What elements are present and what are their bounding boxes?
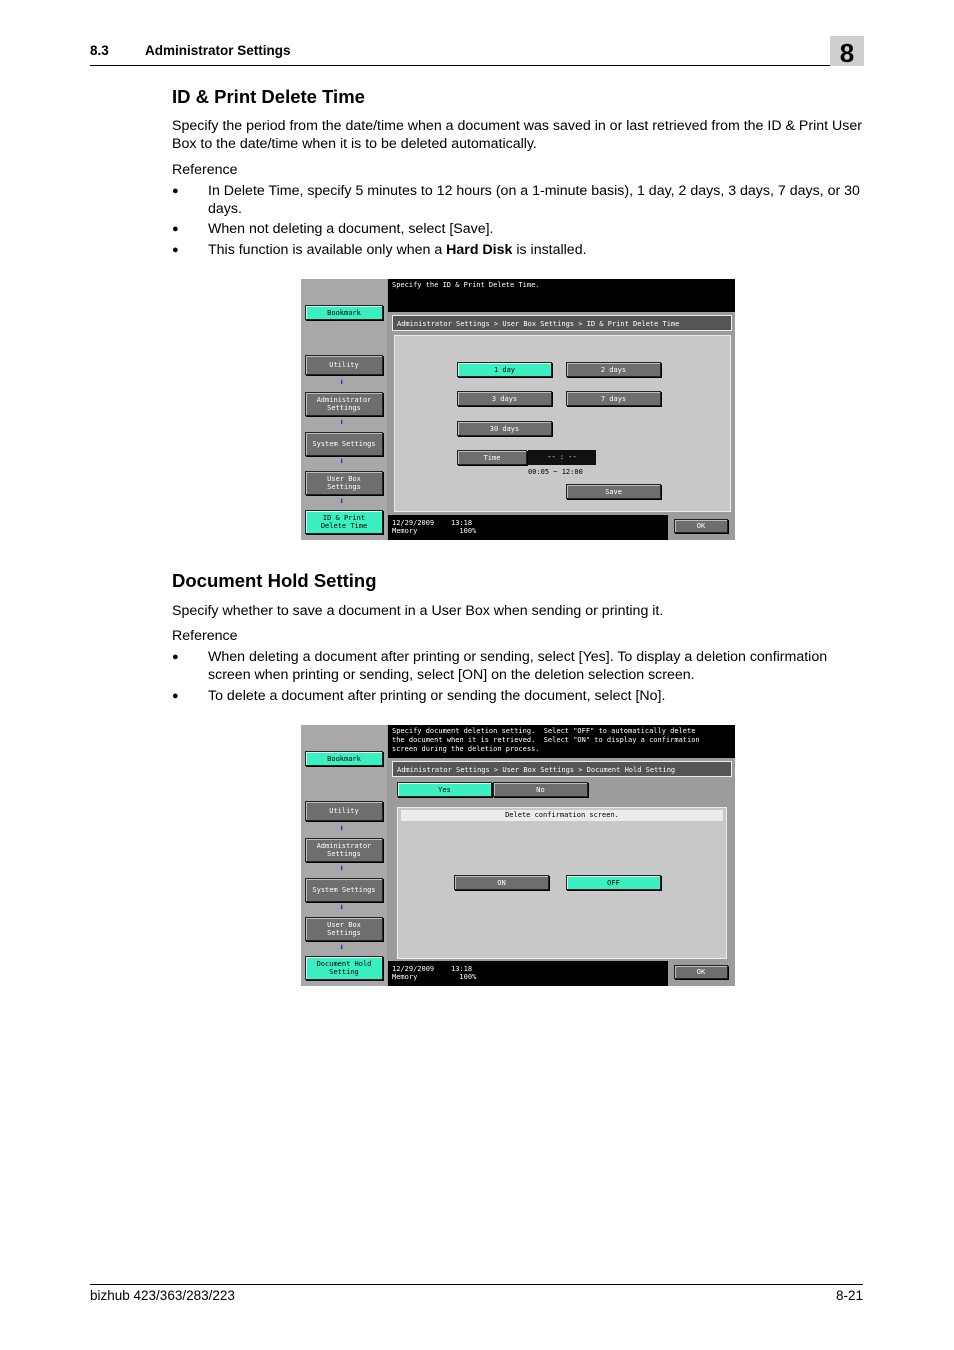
id-print-delete-time-screen xyxy=(301,279,735,540)
arrow-down-icon: ⬇ xyxy=(339,943,345,953)
ok-button[interactable]: OK xyxy=(674,519,728,533)
section1-bullet-1: In Delete Time, specify 5 minutes to 12 hours (on a 1-minute basis), 1 day, 2 days, 3 days, 7 days, or 30 days. xyxy=(208,183,860,217)
bookmark-button[interactable]: Bookmark xyxy=(305,305,383,320)
nav-utility[interactable]: Utility xyxy=(305,801,383,821)
footer-rule xyxy=(90,1284,863,1285)
nav-system-settings[interactable]: System Settings xyxy=(305,878,383,902)
screen-message: Specify the ID & Print Delete Time. xyxy=(388,279,735,312)
save-button[interactable]: Save xyxy=(566,484,661,499)
nav-document-hold-setting[interactable]: Document Hold Setting xyxy=(305,956,383,980)
status-bar: 12/29/2009 13:18 Memory 100% xyxy=(388,961,668,986)
option-30-days[interactable]: 30 days xyxy=(457,421,552,436)
nav-administrator-settings[interactable]: Administrator Settings xyxy=(305,838,383,862)
option-2-days[interactable]: 2 days xyxy=(566,362,661,377)
header-rule xyxy=(90,65,863,66)
nav-user-box-settings[interactable]: User Box Settings xyxy=(305,471,383,495)
nav-user-box-settings[interactable]: User Box Settings xyxy=(305,917,383,941)
arrow-down-icon: ⬇ xyxy=(339,903,345,913)
bullet-dot: ● xyxy=(172,185,179,197)
section2-bullet-1: When deleting a document after printing or sending, select [Yes]. To display a deletion confirmation screen when printing or sending, select [ON] on the deletion selection screen. xyxy=(208,649,828,683)
confirmation-panel xyxy=(397,807,727,959)
arrow-down-icon: ⬇ xyxy=(339,378,345,388)
options-panel xyxy=(394,335,731,512)
arrow-down-icon: ⬇ xyxy=(339,497,345,507)
option-7-days[interactable]: 7 days xyxy=(566,391,661,406)
bullet-dot: ● xyxy=(172,223,179,235)
section2-bullet-2: To delete a document after printing or sending the document, select [No]. xyxy=(208,688,666,704)
option-1-day[interactable]: 1 day xyxy=(457,362,552,377)
bullet-dot: ● xyxy=(172,690,179,702)
footer-model: bizhub 423/363/283/223 xyxy=(90,1288,235,1303)
breadcrumb: Administrator Settings > User Box Settings > ID & Print Delete Time xyxy=(392,315,732,331)
nav-utility[interactable]: Utility xyxy=(305,355,383,375)
section2-intro: Specify whether to save a document in a User Box when sending or printing it. xyxy=(172,603,664,619)
nav-administrator-settings[interactable]: Administrator Settings xyxy=(305,392,383,416)
arrow-down-icon: ⬇ xyxy=(339,824,345,834)
nav-system-settings[interactable]: System Settings xyxy=(305,432,383,456)
chapter-number: 8 xyxy=(830,36,864,66)
hard-disk-term: Hard Disk xyxy=(446,242,513,258)
off-button[interactable]: OFF xyxy=(566,875,661,890)
document-hold-setting-screen xyxy=(301,725,735,986)
arrow-down-icon: ⬇ xyxy=(339,457,345,467)
on-button[interactable]: ON xyxy=(454,875,549,890)
time-button[interactable]: Time xyxy=(457,450,527,465)
time-value-field[interactable]: -- : -- xyxy=(528,450,596,465)
bullet-dot: ● xyxy=(172,651,179,663)
heading-id-print-delete-time: ID & Print Delete Time xyxy=(172,86,365,107)
nav-id-print-delete-time[interactable]: ID & Print Delete Time xyxy=(305,510,383,534)
arrow-down-icon: ⬇ xyxy=(339,418,345,428)
yes-button[interactable]: Yes xyxy=(397,782,492,797)
arrow-down-icon: ⬇ xyxy=(339,864,345,874)
status-bar: 12/29/2009 13:18 Memory 100% xyxy=(388,515,668,540)
no-button[interactable]: No xyxy=(493,782,588,797)
section1-intro: Specify the period from the date/time when a document was saved in or last retrieved from the ID & Print User Box to the date/time when it is to be deleted automatically. xyxy=(172,118,862,152)
bullet-dot: ● xyxy=(172,244,179,256)
footer-page-number: 8-21 xyxy=(835,1288,863,1303)
section-title: Administrator Settings xyxy=(145,43,291,58)
breadcrumb: Administrator Settings > User Box Settings > Document Hold Setting xyxy=(392,761,732,777)
section1-bullet-3: This function is available only when a Hard Disk is installed. xyxy=(208,242,587,258)
confirm-screen-label: Delete confirmation screen. xyxy=(401,810,723,821)
section1-reference: Reference xyxy=(172,162,238,178)
time-range: 00:05 ~ 12:00 xyxy=(528,468,583,476)
heading-document-hold-setting: Document Hold Setting xyxy=(172,570,377,591)
screen-message: Specify document deletion setting. Select "OFF" to automatically delete the document when it is retrieved. Select "ON" to display a confirmation screen during the deletion process. xyxy=(388,725,735,758)
ok-button[interactable]: OK xyxy=(674,965,728,979)
section-number: 8.3 xyxy=(90,43,109,58)
section2-reference: Reference xyxy=(172,628,238,644)
bookmark-button[interactable]: Bookmark xyxy=(305,751,383,766)
option-3-days[interactable]: 3 days xyxy=(457,391,552,406)
section1-bullet-2: When not deleting a document, select [Save]. xyxy=(208,221,494,237)
